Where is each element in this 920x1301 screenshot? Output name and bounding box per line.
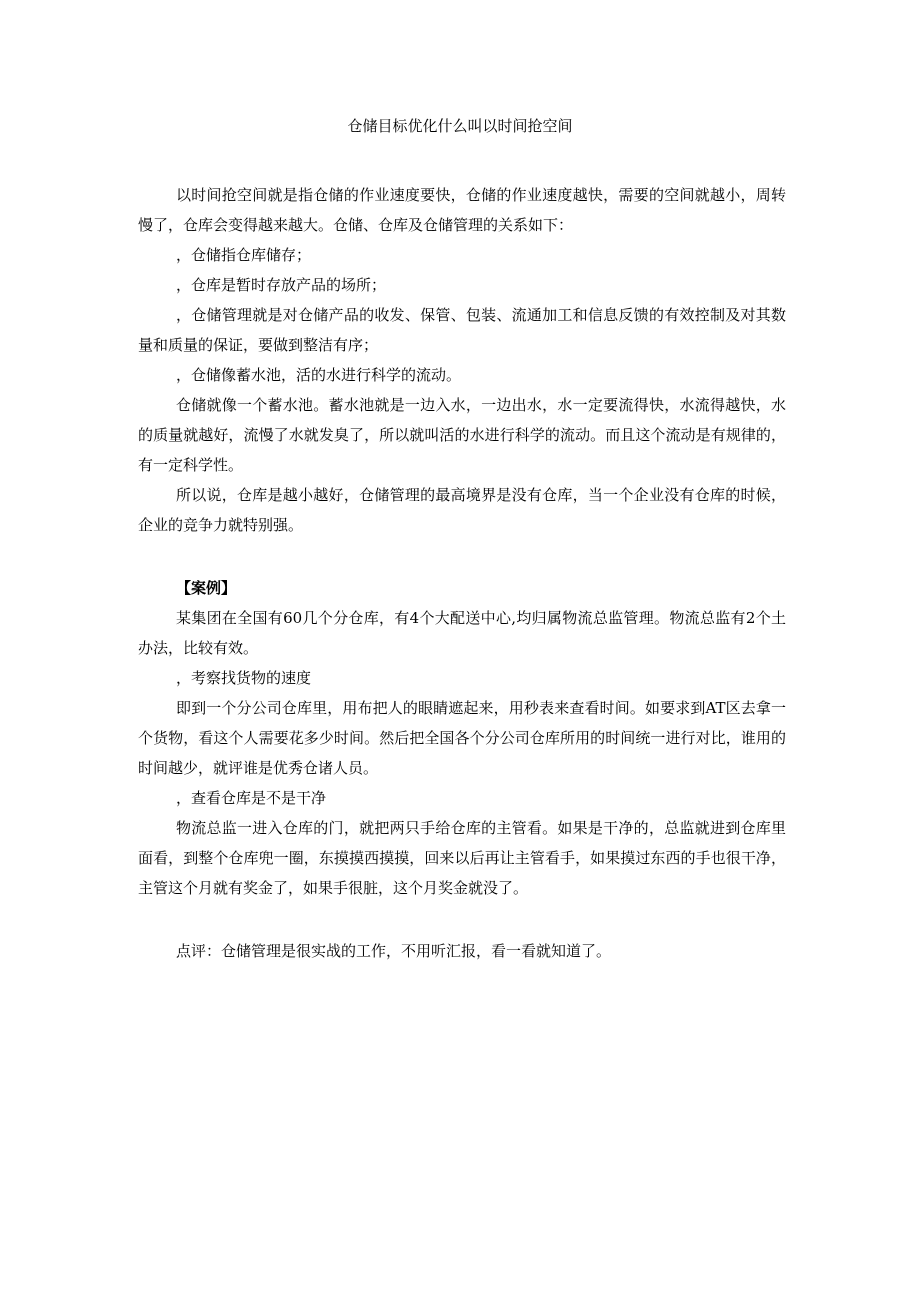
document-body <box>138 180 786 966</box>
paragraph-case-detail: 物流总监一进入仓库的门，就把两只手给仓库的主管看。如果是干净的，总监就进到仓库里面看，到整个仓库兜一圈，东摸摸西摸摸，回来以后再让主管看手，如果摸过东西的手也很干净，主管这个月就有奖金了，如果手很脏，这个月奖金就没了。 <box>138 819 786 897</box>
paragraph-intro: 以时间抢空间就是指仓储的作业速度要快，仓储的作业速度越快，需要的空间就越小，周转慢了，仓库会变得越来越大。仓储、仓库及仓储管理的关系如下： <box>138 186 786 234</box>
document-title: 仓储目标优化什么叫以时间抢空间 <box>347 117 573 135</box>
section-spacer <box>138 903 786 936</box>
case-heading: 【案例】 <box>176 579 237 597</box>
paragraph-conclusion: 所以说，仓库是越小越好，仓储管理的最高境界是没有仓库，当一个企业没有仓库的时候，企业的竞争力就特别强。 <box>138 486 786 534</box>
paragraph-list-item: ，仓储像蓄水池，活的水进行科学的流动。 <box>176 366 462 384</box>
paragraph-case-item: ，查看仓库是不是干净 <box>176 789 327 807</box>
paragraph-list-item: ，仓储指仓库储存； <box>176 246 312 264</box>
paragraph-case-intro: 某集团在全国有60几个分仓库，有4个大配送中心,均归属物流总监管理。物流总监有2个土办法，比较有效。 <box>138 609 786 657</box>
paragraph-case-detail: 即到一个分公司仓库里，用布把人的眼睛遮起来，用秒表来查看时间。如要求到AT区去拿一个货物，看这个人需要花多少时间。然后把全国各个分公司仓库所用的时间统一进行对比，谁用的时间越少，就评谁是优秀仓诸人员。 <box>138 699 786 777</box>
section-spacer <box>138 540 786 573</box>
comment-paragraph: 点评：仓储管理是很实战的工作，不用听汇报，看一看就知道了。 <box>176 942 612 960</box>
paragraph-list-item: ，仓储管理就是对仓储产品的收发、保管、包装、流通加工和信息反馈的有效控制及对其数量和质量的保证，要做到整洁有序； <box>138 306 786 354</box>
paragraph-reservoir: 仓储就像一个蓄水池。蓄水池就是一边入水，一边出水，水一定要流得快，水流得越快，水的质量就越好，流慢了水就发臭了，所以就叫活的水进行科学的流动。而且这个流动是有规律的，有一定科学性。 <box>138 396 786 474</box>
paragraph-case-item: ，考察找货物的速度 <box>176 669 312 687</box>
paragraph-list-item: ，仓库是暂时存放产品的场所； <box>176 276 387 294</box>
